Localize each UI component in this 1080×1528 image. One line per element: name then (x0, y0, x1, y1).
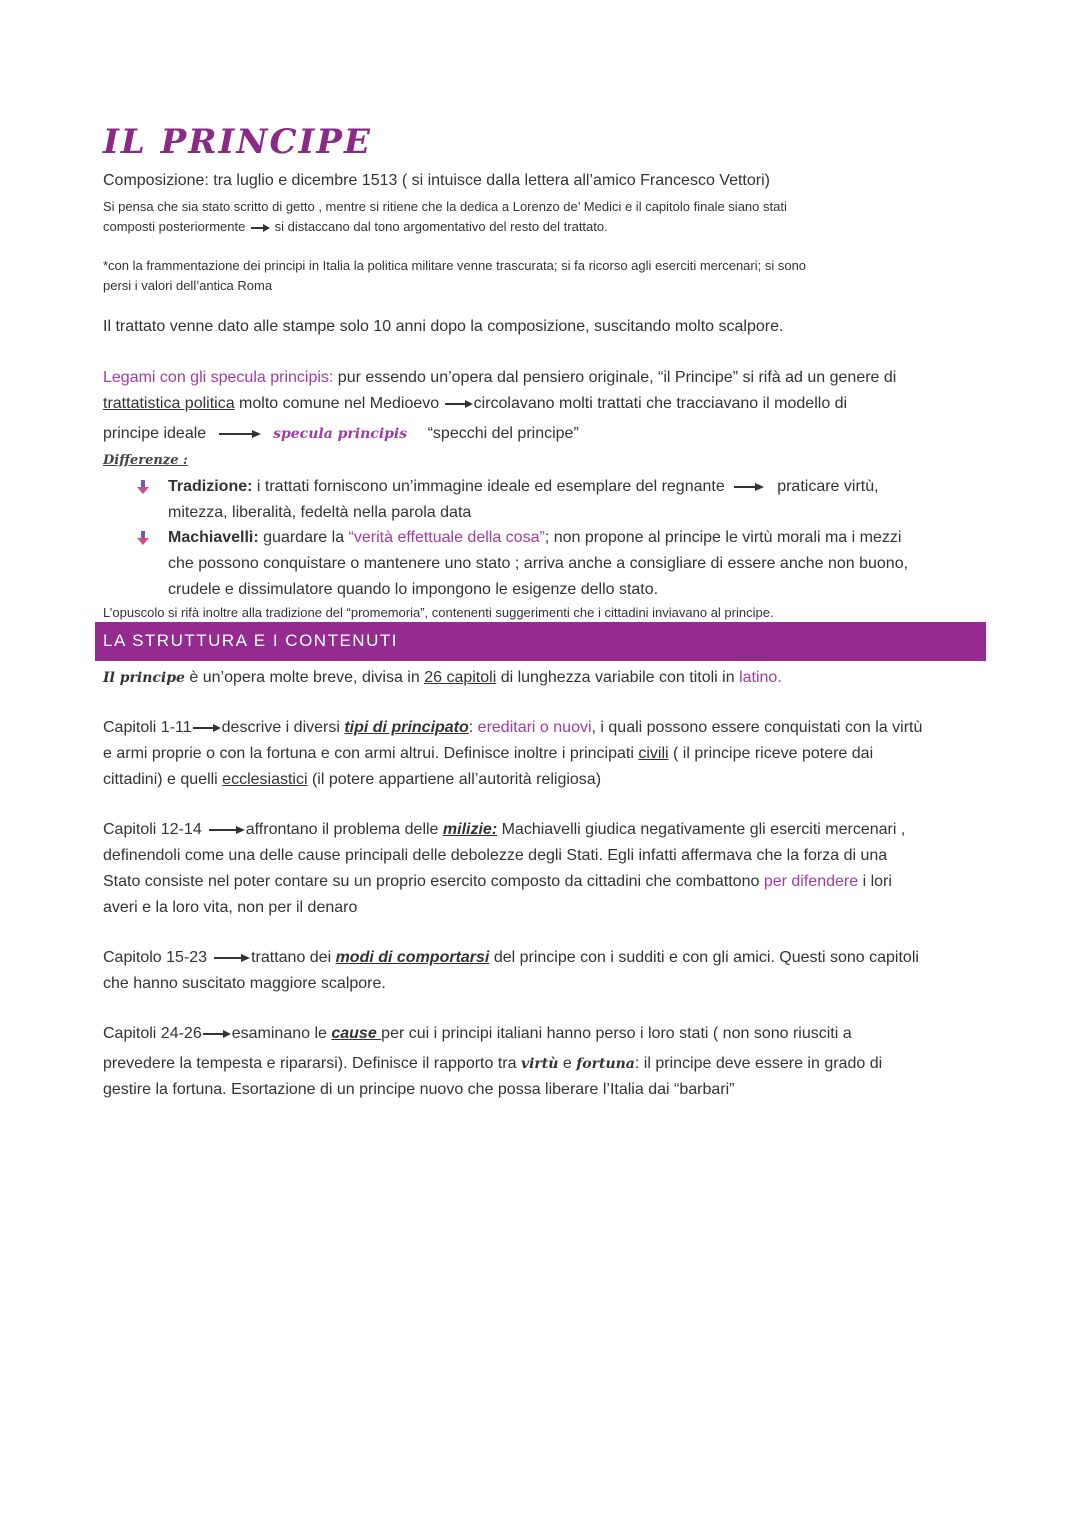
intro-line-1: Si pensa che sia stato scritto di getto , mentre si ritiene che la dedica a Lorenzo de’ Medici e il capitolo finale siano stati (103, 199, 787, 214)
arrow-right-icon (444, 399, 474, 409)
differenze-label: Differenze : (103, 453, 188, 468)
bullet-tradizione: Tradizione: i trattati forniscono un’immagine ideale ed esemplare del regnante praticare virtù, mitezza, liberalità, fedeltà nella parola data (168, 478, 879, 521)
arrow-down-bullet-icon (135, 530, 151, 546)
intro-line-2: composti posteriormente si distaccano dal tono argomentativo del resto del trattato. (103, 219, 608, 234)
section-header: LA STRUTTURA E I CONTENUTI (95, 622, 986, 661)
composition-line: Composizione: tra luglio e dicembre 1513 ( si intuisce dalla lettera all’amico Francesco Vettori) (103, 172, 770, 189)
specchi-principe: “specchi del principe” (427, 425, 579, 442)
legami-line-3: principe ideale specula principis “specchi del principe” (103, 425, 579, 442)
trattatistica-politica: trattatistica politica (103, 395, 235, 412)
arrow-right-icon (217, 429, 263, 439)
bullet-machiavelli: Machiavelli: guardare la “verità effettuale della cosa”; non propone al principe le virtù morali ma i mezzi che possono conquistare o mantenere uno stato ; arriva anche a consigliare di essere anche non buono, crudele e dissimulatore quando lo impongono le esigenze dello stato. (168, 529, 909, 598)
arrow-right-icon (202, 1029, 232, 1039)
struttura-line: Il principe è un’opera molte breve, divisa in 26 capitoli di lunghezza variabile con titoli in latino. (103, 669, 782, 686)
arrow-right-icon (213, 953, 251, 963)
capitoli-24-26-paragraph: Capitoli 24-26 esaminano le cause per cui i principi italiani hanno perso i loro stati ( non sono riusciti a prevedere la tempesta e ripararsi). Definisce il rapporto tra virtù e fortuna: il principe deve essere in grado di gestire la fortuna. Esortazione di un principe nuovo che possa liberare l’Italia dai “barbari” (103, 1025, 883, 1098)
intro-paragraph (103, 197, 787, 237)
opuscolo-line: L’opuscolo si rifà inoltre alla tradizione del “promemoria”, contenenti suggerimenti che i cittadini inviavano al principe. (103, 605, 774, 620)
legami-line-2: trattatistica politica molto comune nel Medioevo circolavano molti trattati che tracciavano il modello di (103, 395, 848, 412)
capitoli-12-14-paragraph: Capitoli 12-14 affrontano il problema delle milizie: Machiavelli giudica negativamente gli eserciti mercenari , definendoli come una delle cause principali delle debolezze degli Stati. Egli infatti affermava che la forza di una Stato consiste nel poter contare su un proprio esercito composto da cittadini che combattono per difendere i lori averi e la loro vita, non per il denaro (103, 821, 906, 916)
stampe-paragraph: Il trattato venne dato alle stampe solo 10 anni dopo la composizione, suscitando molto scalpore. (103, 318, 784, 335)
arrow-right-icon (733, 482, 765, 492)
capitolo-15-23-paragraph: Capitolo 15-23 trattano dei modi di comportarsi del principe con i sudditi e con gli amici. Questi sono capitoli che hanno suscitato maggiore scalpore. (103, 949, 919, 992)
legami-label: Legami con gli specula principis: (103, 369, 334, 386)
arrow-right-icon (208, 825, 246, 835)
legami-paragraph (103, 365, 896, 447)
arrow-right-icon (192, 723, 222, 733)
legami-line-1: Legami con gli specula principis: pur essendo un’opera dal pensiero originale, “il Principe” si rifà ad un genere di (103, 369, 897, 386)
specula-principis: specula principis (273, 426, 408, 442)
note-paragraph (103, 256, 806, 296)
arrow-right-icon (249, 223, 271, 233)
page-title: IL PRINCIPE (103, 122, 372, 162)
capitoli-1-11-paragraph: Capitoli 1-11 descrive i diversi tipi di principato: ereditari o nuovi, i quali possono essere conquistati con la virtù e armi proprie o con la fortuna e con armi altrui. Definisce inoltre i principati civili ( il principe riceve potere dai cittadini) e quelli ecclesiastici (il potere appartiene all’autorità religiosa) (103, 719, 923, 788)
note-line-1: *con la frammentazione dei principi in Italia la politica militare venne trascurata; si fa ricorso agli eserciti mercenari; si sono (103, 258, 807, 273)
note-line-2: persi i valori dell’antica Roma (103, 278, 273, 293)
arrow-down-bullet-icon (135, 479, 151, 495)
